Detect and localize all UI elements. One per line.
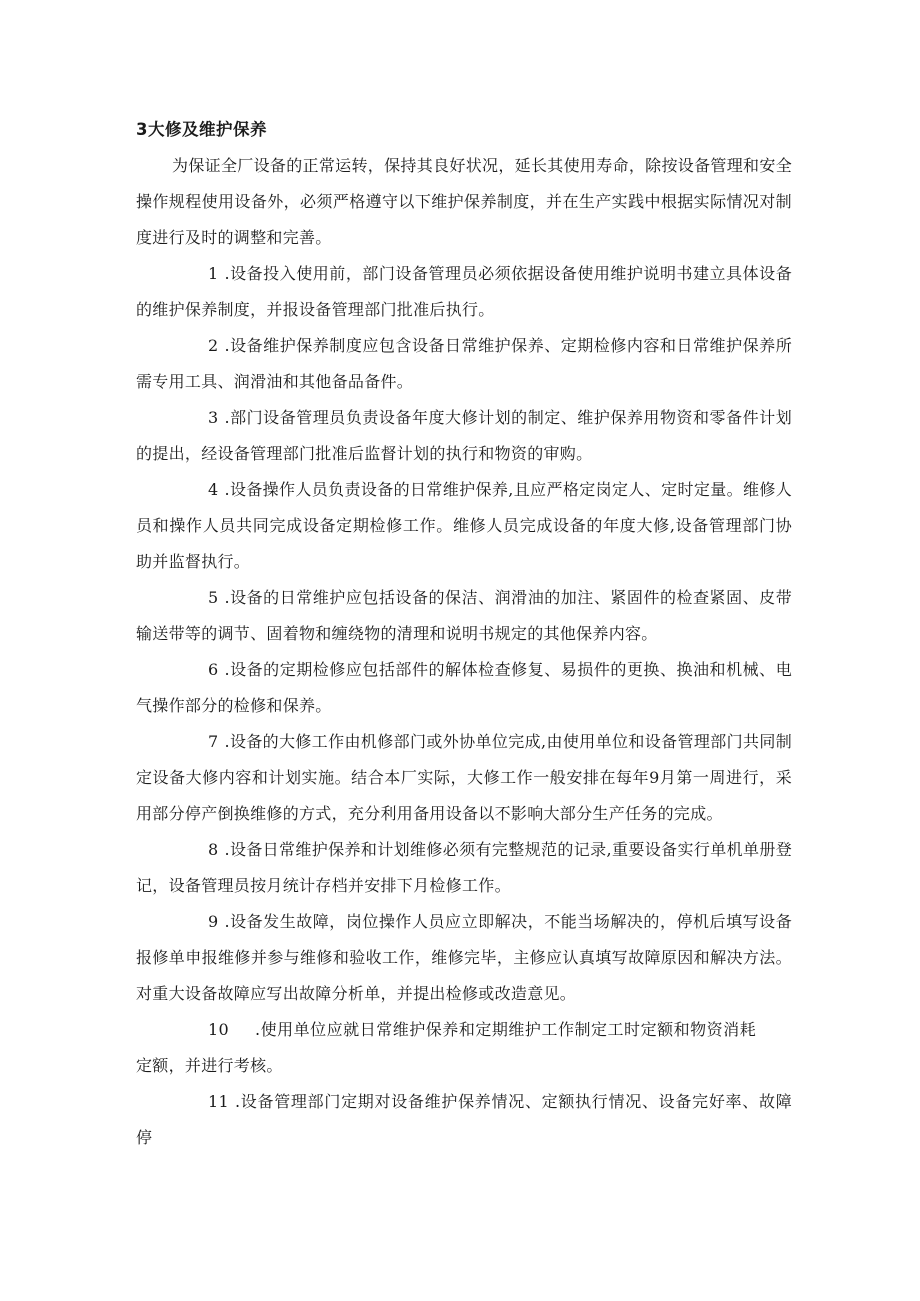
clause-4 xyxy=(136,472,792,580)
clause-7 xyxy=(136,724,792,832)
clause-number: 9 xyxy=(208,912,219,931)
clause-8 xyxy=(136,832,792,904)
clause-text: .设备投入使用前，部门设备管理员必须依据设备使用维护说明书建立具体设备的维护保养制度，并报设备管理部门批准后执行。 xyxy=(136,264,792,319)
clause-number: 2 xyxy=(208,336,219,355)
clause-number: 6 xyxy=(208,660,219,679)
clause-number: 5 xyxy=(208,588,219,607)
clause-number: 1 xyxy=(208,264,219,283)
clause-2 xyxy=(136,328,792,400)
clause-text: .设备日常维护保养和计划维修必须有完整规范的记录,重要设备实行单机单册登记，设备管理员按月统计存档并安排下月检修工作。 xyxy=(136,840,792,895)
clause-number: 7 xyxy=(208,732,219,751)
clause-text: .设备管理部门定期对设备维护保养情况、定额执行情况、设备完好率、故障停 xyxy=(136,1092,792,1147)
clause-5 xyxy=(136,580,792,652)
clause-text: .设备维护保养制度应包含设备日常维护保养、定期检修内容和日常维护保养所需专用工具、润滑油和其他备品备件。 xyxy=(136,336,792,391)
clause-11 xyxy=(136,1084,792,1156)
clause-text: .设备操作人员负责设备的日常维护保养,且应严格定岗定人、定时定量。维修人员和操作人员共同完成设备定期检修工作。维修人员完成设备的年度大修,设备管理部门协助并监督执行。 xyxy=(136,480,792,571)
clause-text: .使用单位应就日常维护保养和定期维护工作制定工时定额和物资消耗定额，并进行考核。 xyxy=(136,1020,756,1075)
clause-number: 10 xyxy=(208,1020,229,1039)
clause-1 xyxy=(136,256,792,328)
clause-3 xyxy=(136,400,792,472)
clause-text: .设备的大修工作由机修部门或外协单位完成,由使用单位和设备管理部门共同制定设备大修内容和计划实施。结合本厂实际，大修工作一般安排在每年9月第一周进行，采用部分停产倒换维修的方式，充分利用备用设备以不影响大部分生产任务的完成。 xyxy=(136,732,792,823)
clause-number: 8 xyxy=(208,840,219,859)
clause-9 xyxy=(136,904,792,1012)
clause-text: .设备的定期检修应包括部件的解体检查修复、易损件的更换、换油和机械、电气操作部分的检修和保养。 xyxy=(136,660,792,715)
section-heading: 3大修及维护保养 xyxy=(136,120,267,139)
clause-text: .设备发生故障，岗位操作人员应立即解决，不能当场解决的，停机后填写设备报修单申报维修并参与维修和验收工作，维修完毕，主修应认真填写故障原因和解决方法。对重大设备故障应写出故障分析单，并提出检修或改造意见。 xyxy=(136,912,792,1003)
clause-6 xyxy=(136,652,792,724)
clause-text: .部门设备管理员负责设备年度大修计划的制定、维护保养用物资和零备件计划的提出，经设备管理部门批准后监督计划的执行和物资的审购。 xyxy=(136,408,792,463)
clause-10 xyxy=(136,1012,756,1084)
clause-number: 4 xyxy=(208,480,219,499)
clause-number: 11 xyxy=(208,1092,229,1111)
clause-number: 3 xyxy=(208,408,219,427)
clause-text: .设备的日常维护应包括设备的保洁、润滑油的加注、紧固件的检查紧固、皮带输送带等的调节、固着物和缠绕物的清理和说明书规定的其他保养内容。 xyxy=(136,588,792,643)
intro-paragraph: 为保证全厂设备的正常运转，保持其良好状况，延长其使用寿命，除按设备管理和安全操作规程使用设备外，必须严格遵守以下维护保养制度，并在生产实践中根据实际情况对制度进行及时的调整和完善。 xyxy=(136,156,792,247)
